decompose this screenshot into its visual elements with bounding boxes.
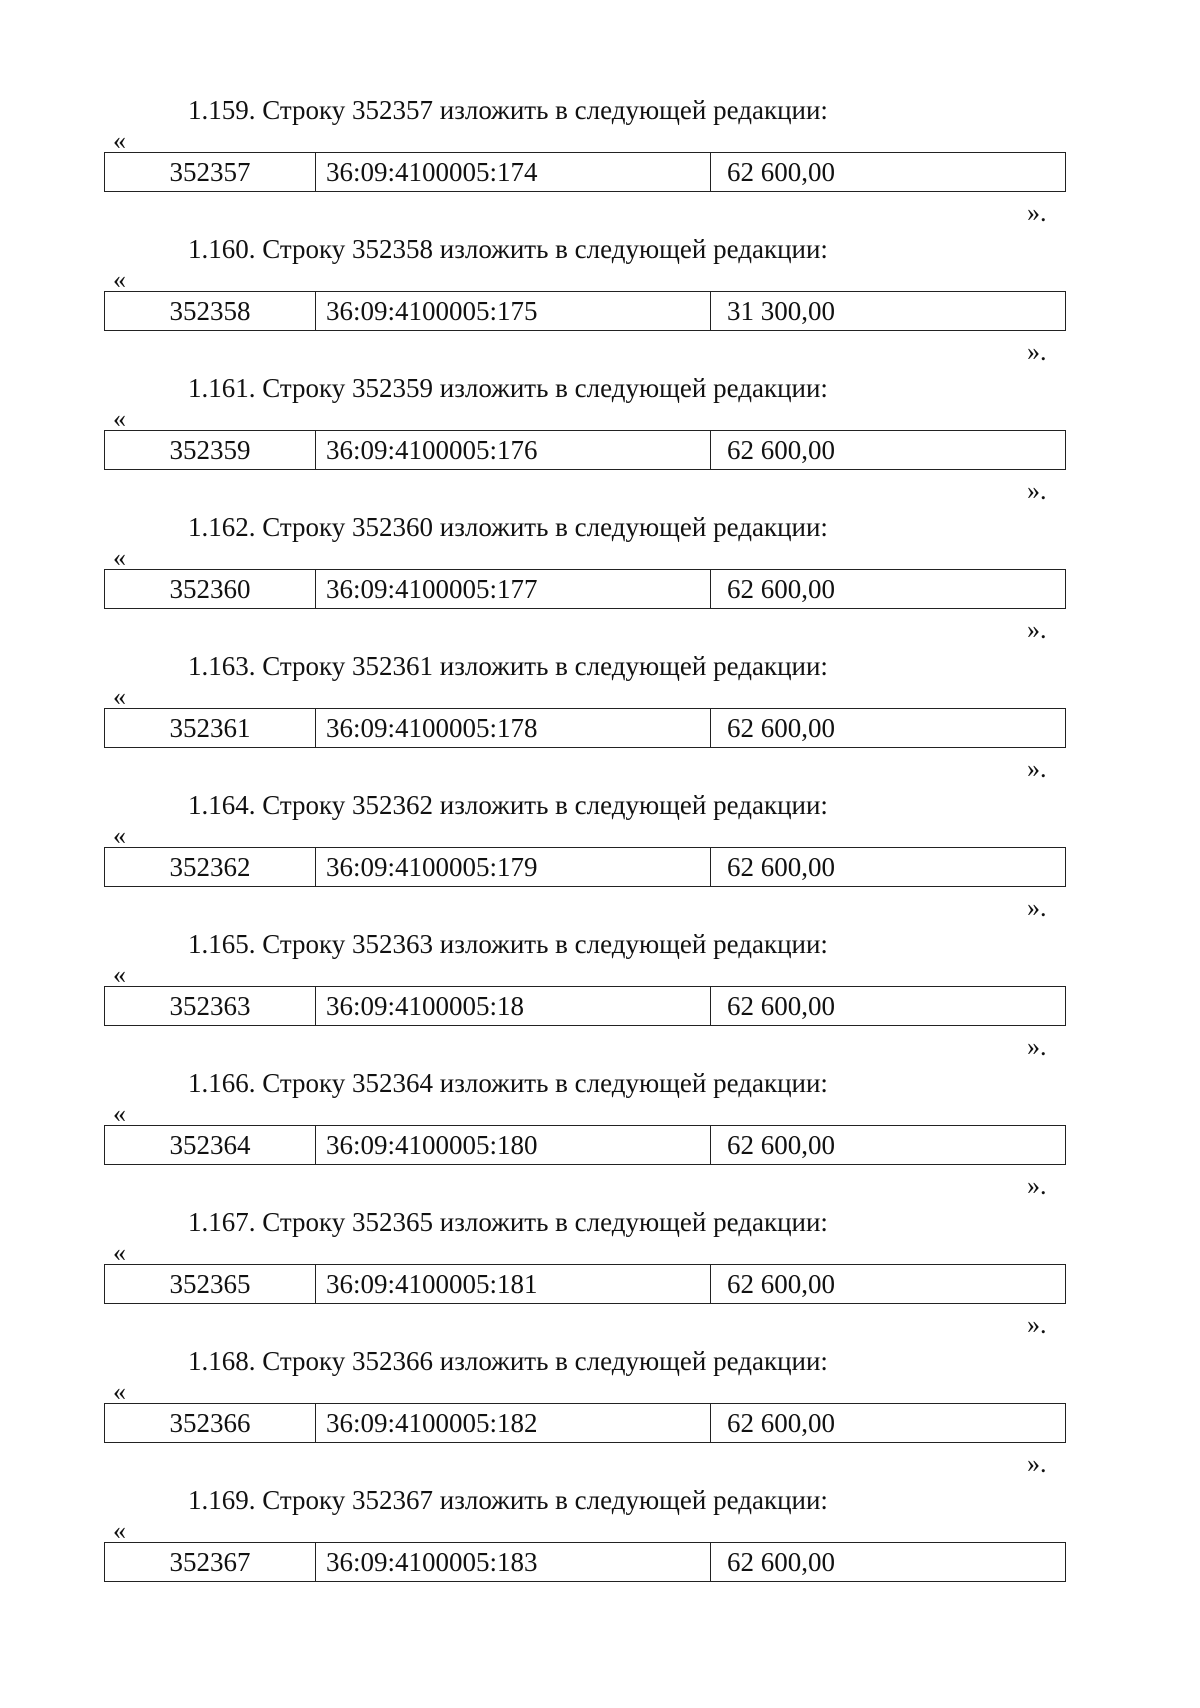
row-number-cell: 352364 [105, 1126, 316, 1165]
amendment-block [0, 233, 1200, 373]
cadastral-number-cell: 36:09:4100005:178 [316, 709, 711, 748]
row-number-cell: 352365 [105, 1265, 316, 1304]
cadastral-number-cell: 36:09:4100005:176 [316, 431, 711, 470]
row-number-cell: 352359 [105, 431, 316, 470]
value-cell: 62 600,00 [711, 1404, 1066, 1443]
value-cell: 62 600,00 [711, 570, 1066, 609]
closing-quote: ». [1027, 198, 1047, 227]
row-number-cell: 352361 [105, 709, 316, 748]
amendment-heading: 1.161. Строку 352359 изложить в следующей редакции: [188, 373, 828, 403]
cadastral-number-cell: 36:09:4100005:179 [316, 848, 711, 887]
table-row [105, 987, 1066, 1026]
amendment-block [0, 789, 1200, 929]
value-cell: 62 600,00 [711, 1126, 1066, 1165]
amendment-block [0, 372, 1200, 512]
amendment-heading: 1.162. Строку 352360 изложить в следующей редакции: [188, 512, 828, 542]
cadastral-number-cell: 36:09:4100005:183 [316, 1543, 711, 1582]
row-number-cell: 352367 [105, 1543, 316, 1582]
amendment-block [0, 928, 1200, 1068]
amendment-row-table [104, 291, 1066, 331]
row-number-cell: 352362 [105, 848, 316, 887]
table-row [105, 1404, 1066, 1443]
amendment-heading: 1.160. Строку 352358 изложить в следующей редакции: [188, 234, 828, 264]
cadastral-number-cell: 36:09:4100005:182 [316, 1404, 711, 1443]
opening-quote: « [113, 682, 126, 711]
cadastral-number-cell: 36:09:4100005:177 [316, 570, 711, 609]
row-number-cell: 352363 [105, 987, 316, 1026]
table-row [105, 1543, 1066, 1582]
amendment-block [0, 650, 1200, 790]
table-row [105, 848, 1066, 887]
value-cell: 62 600,00 [711, 1543, 1066, 1582]
cadastral-number-cell: 36:09:4100005:18 [316, 987, 711, 1026]
amendment-block [0, 94, 1200, 234]
opening-quote: « [113, 1238, 126, 1267]
opening-quote: « [113, 1516, 126, 1545]
closing-quote: ». [1027, 1032, 1047, 1061]
table-row [105, 153, 1066, 192]
amendment-block [0, 1345, 1200, 1485]
opening-quote: « [113, 265, 126, 294]
value-cell: 62 600,00 [711, 1265, 1066, 1304]
value-cell: 62 600,00 [711, 431, 1066, 470]
amendment-row-table [104, 1403, 1066, 1443]
table-row [105, 1126, 1066, 1165]
table-row [105, 292, 1066, 331]
amendment-row-table [104, 1125, 1066, 1165]
cadastral-number-cell: 36:09:4100005:175 [316, 292, 711, 331]
amendment-block [0, 1484, 1200, 1624]
closing-quote: ». [1027, 337, 1047, 366]
value-cell: 62 600,00 [711, 987, 1066, 1026]
amendment-row-table [104, 847, 1066, 887]
amendment-row-table [104, 1264, 1066, 1304]
closing-quote: ». [1027, 1310, 1047, 1339]
closing-quote: ». [1027, 893, 1047, 922]
value-cell: 31 300,00 [711, 292, 1066, 331]
table-row [105, 570, 1066, 609]
amendment-block [0, 1206, 1200, 1346]
table-row [105, 1265, 1066, 1304]
table-row [105, 431, 1066, 470]
cadastral-number-cell: 36:09:4100005:174 [316, 153, 711, 192]
amendment-row-table [104, 708, 1066, 748]
row-number-cell: 352357 [105, 153, 316, 192]
amendment-heading: 1.165. Строку 352363 изложить в следующей редакции: [188, 929, 828, 959]
closing-quote: ». [1027, 476, 1047, 505]
row-number-cell: 352366 [105, 1404, 316, 1443]
opening-quote: « [113, 960, 126, 989]
closing-quote: ». [1027, 1171, 1047, 1200]
amendment-heading: 1.168. Строку 352366 изложить в следующей редакции: [188, 1346, 828, 1376]
closing-quote: ». [1027, 754, 1047, 783]
amendment-heading: 1.164. Строку 352362 изложить в следующей редакции: [188, 790, 828, 820]
value-cell: 62 600,00 [711, 153, 1066, 192]
table-row [105, 709, 1066, 748]
amendment-row-table [104, 986, 1066, 1026]
amendment-row-table [104, 430, 1066, 470]
amendment-heading: 1.166. Строку 352364 изложить в следующей редакции: [188, 1068, 828, 1098]
opening-quote: « [113, 1099, 126, 1128]
opening-quote: « [113, 126, 126, 155]
row-number-cell: 352360 [105, 570, 316, 609]
amendment-block [0, 511, 1200, 651]
opening-quote: « [113, 821, 126, 850]
cadastral-number-cell: 36:09:4100005:180 [316, 1126, 711, 1165]
amendment-heading: 1.167. Строку 352365 изложить в следующей редакции: [188, 1207, 828, 1237]
opening-quote: « [113, 543, 126, 572]
closing-quote: ». [1027, 615, 1047, 644]
amendment-row-table [104, 569, 1066, 609]
amendment-heading: 1.163. Строку 352361 изложить в следующей редакции: [188, 651, 828, 681]
opening-quote: « [113, 404, 126, 433]
value-cell: 62 600,00 [711, 848, 1066, 887]
opening-quote: « [113, 1377, 126, 1406]
amendment-row-table [104, 1542, 1066, 1582]
amendment-row-table [104, 152, 1066, 192]
closing-quote: ». [1027, 1449, 1047, 1478]
amendment-heading: 1.169. Строку 352367 изложить в следующей редакции: [188, 1485, 828, 1515]
row-number-cell: 352358 [105, 292, 316, 331]
amendment-block [0, 1067, 1200, 1207]
cadastral-number-cell: 36:09:4100005:181 [316, 1265, 711, 1304]
value-cell: 62 600,00 [711, 709, 1066, 748]
amendment-heading: 1.159. Строку 352357 изложить в следующей редакции: [188, 95, 828, 125]
